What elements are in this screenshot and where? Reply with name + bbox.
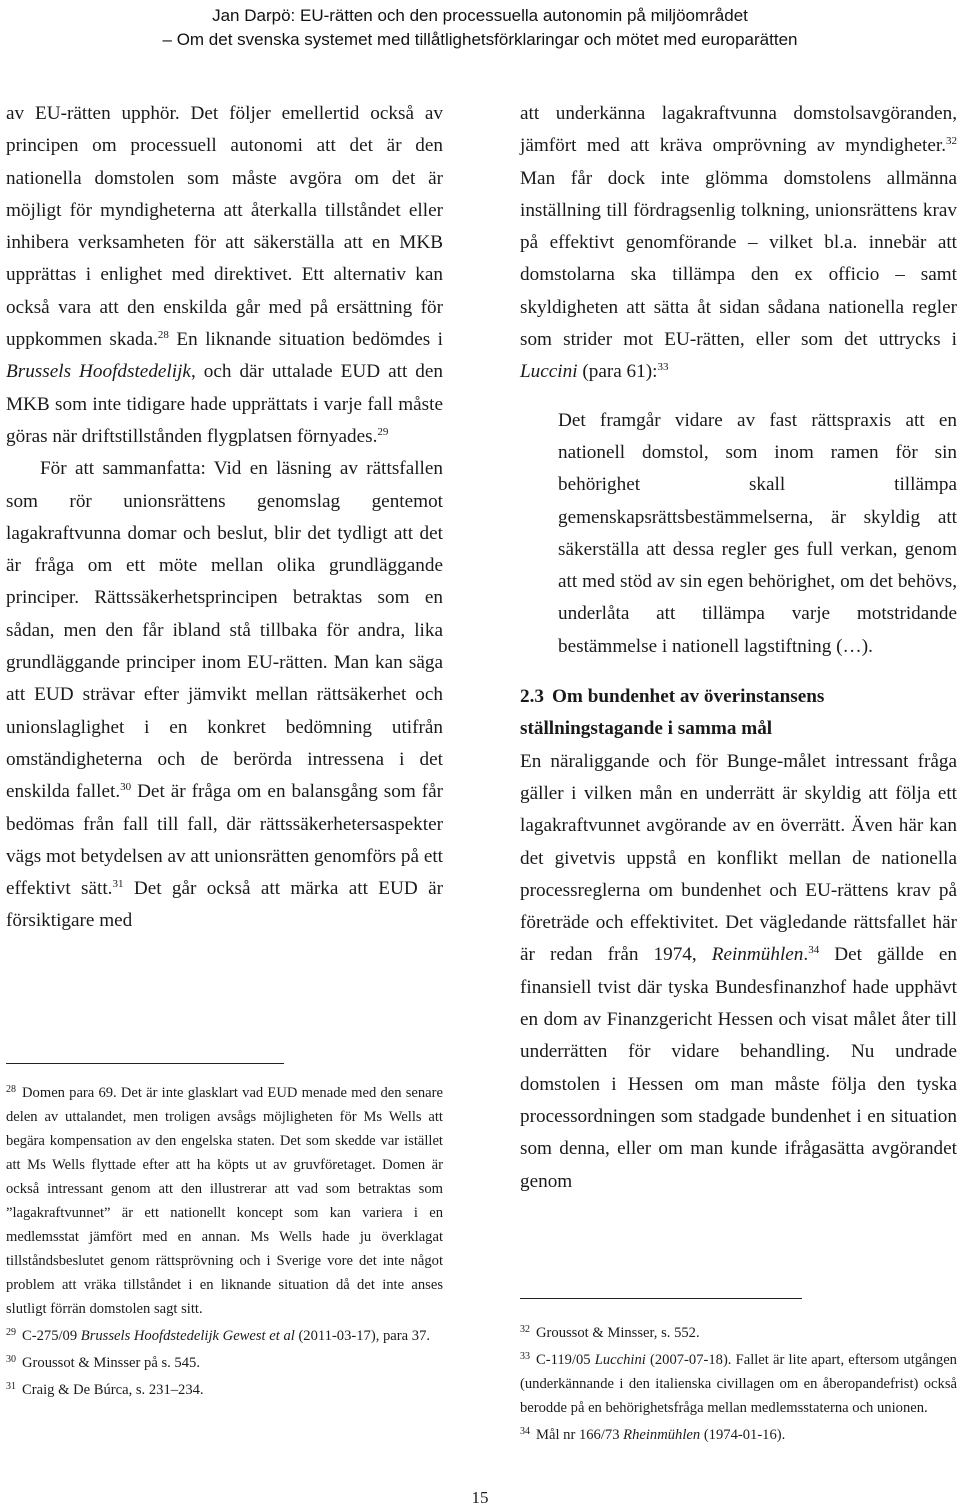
section-number: 2.3 xyxy=(520,686,544,708)
footnote-text: Mål nr 166/73 xyxy=(536,1427,624,1443)
footnote-28 xyxy=(6,1078,443,1321)
text-run: att underkänna lagakraftvunna domstolsavgöranden, jämfört med att kräva omprövning av myndigheter. xyxy=(520,103,957,157)
footnote-ref[interactable]: 34 xyxy=(808,944,820,957)
text-run: Man får dock inte glömma domstolens allmänna inställning till fördragsenlig tolkning, unionsrättens krav på effektivt genomförande – vilket bl.a. innebär att domstolarna ska tillämpa den ex officio – samt skyldigheten att sätta åt sidan sådana nationella regler som strider mot EU-rätten, eller som det uttrycks i xyxy=(520,167,957,351)
case-name: Luccini xyxy=(520,361,578,383)
text-run: För att sammanfatta: Vid en läsning av rättsfallen som rör unionsrättens genomslag gentemot lagakraftvunna domar och beslut, blir det tydligt att det är fråga om ett möte mellan olika grundläggande principer. Rättssäkerhetsprincipen betraktas som en sådan, men den får ibland stå tillbaka för andra, lika grundläggande principer inom EU-rätten. Man kan säga att EUD strävar efter jämvikt mellan rättsäkerhet och unionslaglighet i en konkret bedömning utifrån omständigheterna och de berörda intressena i det enskilda fallet. xyxy=(6,458,443,803)
footnote-text: Groussot & Minsser på s. 545. xyxy=(22,1355,200,1371)
section-heading xyxy=(520,681,957,746)
case-name: Brussels Hoofdstedelijk xyxy=(6,361,191,383)
case-name: Reinmühlen xyxy=(711,944,804,966)
footnote-ref[interactable]: 29 xyxy=(377,425,389,438)
footnote-text: Craig & De Búrca, s. 231–234. xyxy=(22,1382,204,1398)
block-quote: Det framgår vidare av fast rättspraxis att en nationell domstol, som inom ramen för sin behörighet skall tillämpa gemenskapsrättsbestämmelserna, är skyldig att säkerställa att dessa regler ges full verkan, genom att med stöd av sin egen behörighet, om det behövs, underlåta att tillämpa varje motstridande bestämmelse i nationell lagstiftning (…). xyxy=(558,409,957,657)
footnote-ref[interactable]: 33 xyxy=(657,361,669,374)
footnote-32 xyxy=(520,1318,957,1345)
footnote-text: (1974-01-16). xyxy=(700,1427,786,1443)
text-run: av EU-rätten upphör. Det följer emellertid också av principen om processuell autonomi att det är den nationella domstolen som måste avgöra om det är möjligt för myndigheterna att återkalla tillståndet eller inhibera verksamheten för att säkerställa att en MKB upprättas i enlighet med direktivet. Ett alternativ kan också vara att den enskilda går med på ersättning för uppkommen skada. xyxy=(6,103,443,351)
paragraph xyxy=(6,453,443,937)
footnote-number: 29 xyxy=(6,1327,16,1338)
header-subtitle: – Om det svenska systemet med tillåtlighetsförklaringar och mötet med europarätten xyxy=(162,30,798,49)
footnote-30 xyxy=(6,1348,443,1375)
footnote-ref[interactable]: 28 xyxy=(157,329,169,342)
text-run: En liknande situation bedömdes i xyxy=(168,329,443,351)
text-run: Det är fråga om en balansgång som får bedömas från fall till fall, där rättssäkerhetersaspekter vägs mot betydelsen av att unionsrätten genomförs på ett effektivt sätt. xyxy=(6,781,444,900)
footnote-number: 28 xyxy=(6,1084,16,1095)
section-title: Om bundenhet av överinstansens ställningstagande i samma mål xyxy=(520,686,825,740)
footnote-text: C-275/09 xyxy=(22,1328,81,1344)
footnote-text: (2007-07-18). Fallet är lite apart, eftersom utgången (underkännande i den italienska civillagen om en åberopandefrist) också berodde på en behörighetsfråga mellan medlemsstaterna och unionen. xyxy=(520,1352,957,1416)
left-footnotes xyxy=(6,1078,443,1402)
case-name: Brussels Hoofdstedelijk Gewest et al xyxy=(80,1328,295,1344)
text-run: En näraliggande och för Bunge-målet intressant fråga gäller i vilken mån en underrätt är skyldig att följa ett lagakraftvunnet avgörande av en överrätt. Även här kan det givetvis uppstå en konflikt mellan de nationella processreglerna om bundenhet och EU-rättens krav på företräde och effektivitet. Det vägledande rättsfallet här är redan från 1974, xyxy=(520,750,957,966)
footnote-33 xyxy=(520,1345,957,1420)
left-column xyxy=(6,98,443,938)
footnote-text: Groussot & Minsser, s. 552. xyxy=(536,1325,700,1341)
case-name: Lucchini xyxy=(594,1352,646,1368)
text-run: . xyxy=(803,944,809,966)
text-run: Det går också att märka att EUD är försiktigare med xyxy=(6,878,443,932)
right-footnotes xyxy=(520,1318,957,1447)
paragraph xyxy=(520,98,957,389)
page-number: 15 xyxy=(471,1488,489,1507)
footnote-number: 34 xyxy=(520,1426,530,1437)
header-title: Jan Darpö: EU-rätten och den processuella autonomin på miljöområdet xyxy=(212,6,748,25)
footnote-text: Domen para 69. Det är inte glasklart vad EUD menade med den senare delen av uttalandet, men troligen avsågs möjligheten för Ms Wells att begära kompensation av den engelska staten. Det som skedde var istället att Ms Wells flyttade efter att ha köpts ut av gruvföretaget. Domen är också intressant genom att den illustrerar att vad som betraktas som ”lagakraftvunnet” är ett nationellt koncept som kan variera i en medlemsstat jämfört med en annan. Ms Wells hade ju överklagat tillståndsbeslutet genom rättsprövning och i Sverige vore det inte något problem att vräka tillståndet i en liknande situation då det inte anses slutligt förrän domstolen sagt sitt. xyxy=(6,1085,443,1317)
text-run: , och där uttalade EUD att den MKB som inte tidigare hade upprättats i varje fall måste göras när driftstillstånden flygplatsen förnyades. xyxy=(6,361,443,447)
case-name: Rheinmühlen xyxy=(623,1427,701,1443)
running-header xyxy=(0,4,960,52)
footnote-text: C-119/05 xyxy=(536,1352,595,1368)
footnote-text: (2011-03-17), para 37. xyxy=(294,1328,431,1344)
footnote-number: 33 xyxy=(520,1351,530,1362)
footnote-ref[interactable]: 31 xyxy=(112,878,124,891)
footnote-number: 30 xyxy=(6,1354,16,1365)
text-run: Det gällde en finansiell tvist där tyska Bundesfinanzhof hade upphävt en dom av Finanzgericht Hessen och visat målet åter till underrätten för vidare behandling. Nu undrade domstolen i Hessen om man måste följa den tyska processordningen som stadgade bundenhet i en situation som denna, eller om man kunde ifrågasätta avgörandet genom xyxy=(520,944,957,1192)
footnote-ref[interactable]: 30 xyxy=(120,781,132,794)
footnote-number: 32 xyxy=(520,1324,530,1335)
paragraph xyxy=(520,746,957,1198)
footnote-29 xyxy=(6,1321,443,1348)
footnote-number: 31 xyxy=(6,1381,16,1392)
text-run: (para 61): xyxy=(577,361,658,383)
paragraph xyxy=(6,98,443,453)
footnote-ref[interactable]: 32 xyxy=(946,135,957,148)
footnote-divider xyxy=(6,1063,284,1064)
footnote-34 xyxy=(520,1420,957,1447)
footnote-divider xyxy=(520,1298,802,1299)
footnote-31 xyxy=(6,1375,443,1402)
right-column xyxy=(520,98,957,1198)
